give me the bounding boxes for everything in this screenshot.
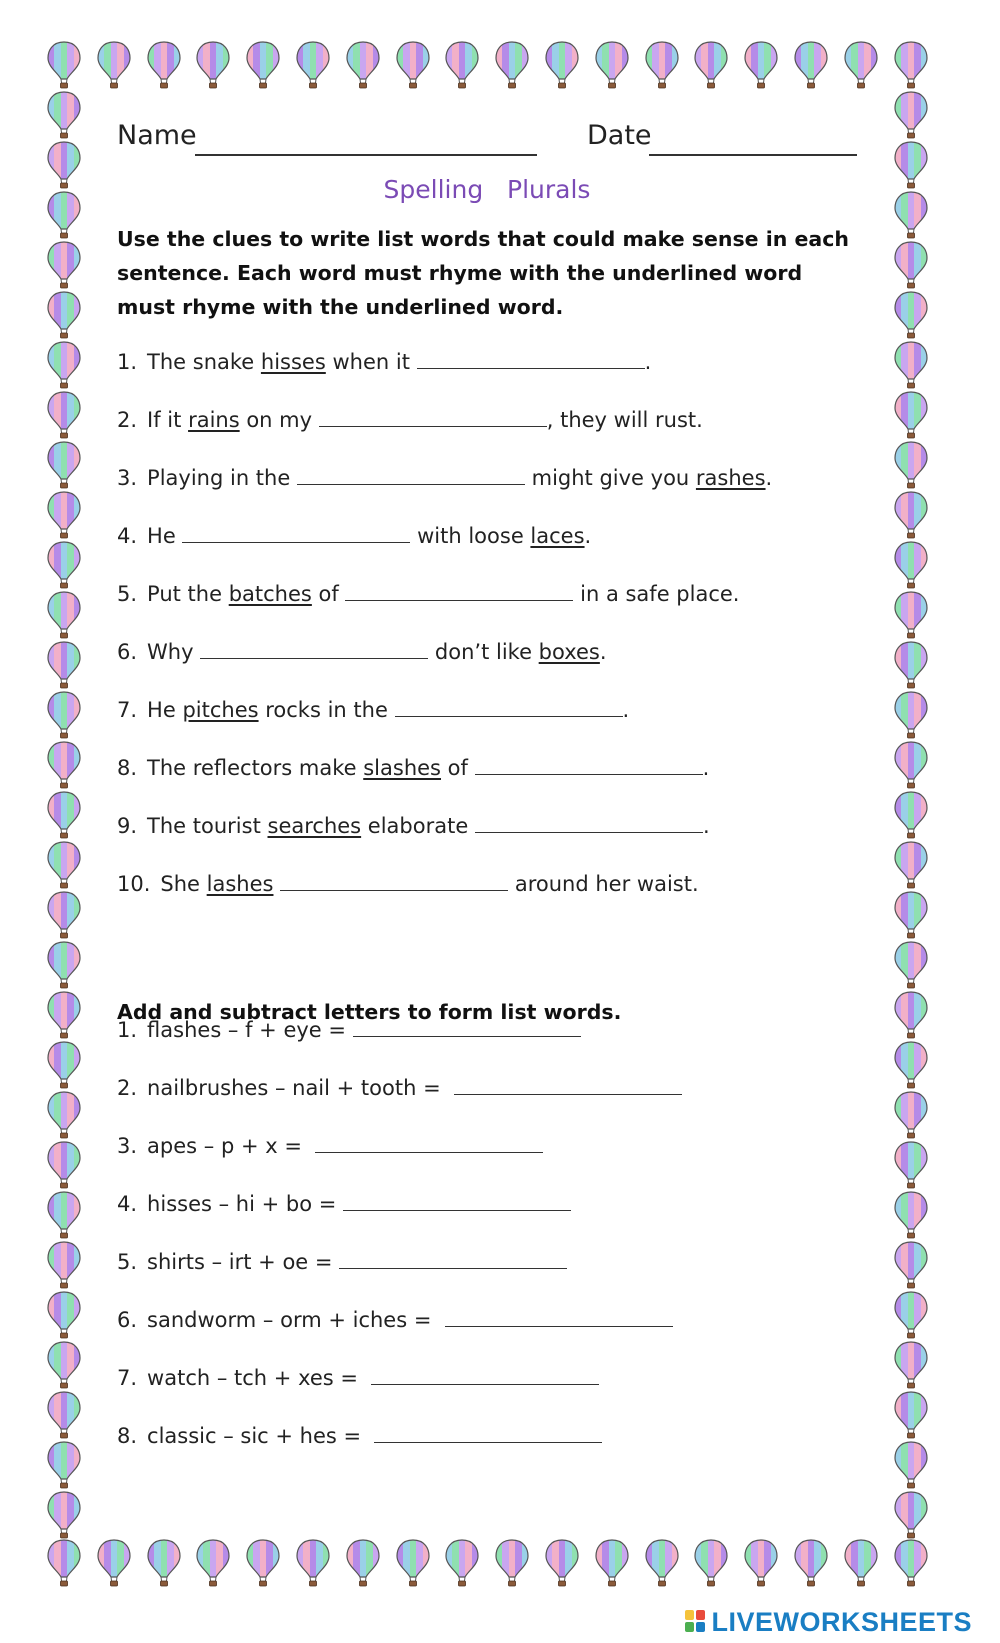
question-text: in a safe place. [573,582,740,606]
hot-air-balloon-icon [494,1538,530,1588]
question-number: 4. [117,524,138,548]
letter-puzzle-7 [117,1364,599,1390]
section2-heading: Add and subtract letters to form list words. [117,1000,622,1024]
hot-air-balloon-icon [295,40,331,90]
hot-air-balloon-icon [494,40,530,90]
rhyme-word: slashes [363,756,441,780]
rhyme-word: pitches [182,698,259,722]
question-number: 5. [117,582,138,606]
question-3 [117,464,772,490]
hot-air-balloon-icon [893,240,929,290]
question-number: 2. [117,408,138,432]
hot-air-balloon-icon [46,1190,82,1240]
question-text: The tourist [147,814,268,838]
liveworksheets-logo [685,1607,972,1637]
question-number: 3. [117,466,138,490]
hot-air-balloon-icon [544,1538,580,1588]
question-text: on my [239,408,319,432]
question-5 [117,580,739,606]
question-number: 1. [117,350,138,374]
question-number: 7. [117,1366,138,1390]
hot-air-balloon-icon [544,40,580,90]
rhyme-word: boxes [538,640,600,664]
header-row [117,120,857,160]
question-2 [117,406,703,432]
hot-air-balloon-icon [893,740,929,790]
hot-air-balloon-icon [395,1538,431,1588]
hot-air-balloon-icon [444,1538,480,1588]
letter-puzzle-4 [117,1190,571,1216]
question-text [273,872,280,896]
letter-puzzle-1 [117,1016,581,1042]
question-text: might give you [524,466,696,490]
letter-puzzle-6 [117,1306,673,1332]
question-8 [117,754,709,780]
hot-air-balloon-icon [793,1538,829,1588]
question-text: rocks in the [258,698,395,722]
hot-air-balloon-icon [46,640,82,690]
question-text: elaborate [361,814,475,838]
question-text: He [147,698,183,722]
letter-puzzle-5 [117,1248,567,1274]
question-number: 9. [117,814,138,838]
hot-air-balloon-icon [46,390,82,440]
hot-air-balloon-icon [46,140,82,190]
puzzle-text: watch – tch + xes = [147,1366,372,1390]
date-field[interactable] [649,154,857,156]
hot-air-balloon-icon [46,740,82,790]
hot-air-balloon-icon [893,1140,929,1190]
hot-air-balloon-icon [594,40,630,90]
hot-air-balloon-icon [893,140,929,190]
question-text: , they will rust. [546,408,703,432]
question-text: of [441,756,475,780]
hot-air-balloon-icon [893,440,929,490]
question-text: . [765,466,773,490]
hot-air-balloon-icon [893,1290,929,1340]
hot-air-balloon-icon [893,990,929,1040]
hot-air-balloon-icon [46,1090,82,1140]
hot-air-balloon-icon [893,840,929,890]
hot-air-balloon-icon [743,40,779,90]
hot-air-balloon-icon [893,190,929,240]
hot-air-balloon-icon [245,1538,281,1588]
question-text: when it [325,350,417,374]
question-text: He [147,524,183,548]
hot-air-balloon-icon [893,290,929,340]
question-number: 2. [117,1076,138,1100]
hot-air-balloon-icon [893,1240,929,1290]
question-number: 8. [117,1424,138,1448]
answer-blank[interactable] [297,464,525,485]
hot-air-balloon-icon [46,1538,82,1588]
hot-air-balloon-icon [893,1340,929,1390]
puzzle-text: flashes – f + eye = [147,1018,353,1042]
date-label: Date [587,120,652,151]
answer-blank[interactable] [200,638,428,659]
hot-air-balloon-icon [594,1538,630,1588]
hot-air-balloon-icon [893,340,929,390]
page-title: Spelling Plurals [383,175,591,204]
question-6 [117,638,607,664]
hot-air-balloon-icon [96,40,132,90]
rhyme-word: searches [267,814,362,838]
hot-air-balloon-icon [46,340,82,390]
hot-air-balloon-icon [46,540,82,590]
puzzle-text: nailbrushes – nail + tooth = [147,1076,455,1100]
question-text: Why [147,640,201,664]
hot-air-balloon-icon [195,1538,231,1588]
question-7 [117,696,629,722]
rhyme-word: hisses [260,350,326,374]
puzzle-text: hisses – hi + bo = [147,1192,343,1216]
question-9 [117,812,710,838]
hot-air-balloon-icon [46,1340,82,1390]
hot-air-balloon-icon [46,40,82,90]
puzzle-text: sandworm – orm + iches = [147,1308,445,1332]
hot-air-balloon-icon [146,1538,182,1588]
answer-blank[interactable] [319,406,547,427]
question-text: . [702,756,710,780]
hot-air-balloon-icon [146,40,182,90]
hot-air-balloon-icon [46,840,82,890]
hot-air-balloon-icon [96,1538,132,1588]
hot-air-balloon-icon [46,190,82,240]
hot-air-balloon-icon [793,40,829,90]
hot-air-balloon-icon [893,790,929,840]
rhyme-word: lashes [206,872,274,896]
answer-blank[interactable] [445,1306,673,1327]
answer-blank[interactable] [280,870,508,891]
question-text: . [622,698,630,722]
hot-air-balloon-icon [46,890,82,940]
hot-air-balloon-icon [644,1538,680,1588]
answer-blank[interactable] [345,580,573,601]
puzzle-text: classic – sic + hes = [147,1424,375,1448]
puzzle-text: shirts – irt + oe = [147,1250,340,1274]
hot-air-balloon-icon [46,790,82,840]
hot-air-balloon-icon [893,490,929,540]
answer-blank[interactable] [339,1248,567,1269]
hot-air-balloon-icon [893,1538,929,1588]
puzzle-text: apes – p + x = [147,1134,316,1158]
liveworksheets-logo-icon [685,1610,707,1634]
hot-air-balloon-icon [893,1440,929,1490]
hot-air-balloon-icon [843,1538,879,1588]
answer-blank[interactable] [315,1132,543,1153]
hot-air-balloon-icon [395,40,431,90]
hot-air-balloon-icon [893,590,929,640]
hot-air-balloon-icon [893,890,929,940]
hot-air-balloon-icon [46,1040,82,1090]
instructions: Use the clues to write list words that could make sense in each sentence. Each word must rhyme with the underlined word must rhyme with the underlined word. [117,227,849,319]
hot-air-balloon-icon [195,40,231,90]
letter-puzzle-3 [117,1132,543,1158]
answer-blank[interactable] [454,1074,682,1095]
question-text: If it [147,408,189,432]
hot-air-balloon-icon [46,1390,82,1440]
hot-air-balloon-icon [345,40,381,90]
hot-air-balloon-icon [893,940,929,990]
rhyme-word: rains [188,408,240,432]
question-text: around her waist. [508,872,699,896]
rhyme-word: batches [228,582,312,606]
rhyme-word: laces [530,524,585,548]
question-1 [117,348,651,374]
hot-air-balloon-icon [46,990,82,1040]
question-text: of [311,582,346,606]
hot-air-balloon-icon [893,1490,929,1540]
logo-text: LIVEWORKSHEETS [711,1606,972,1637]
question-text: . [584,524,592,548]
hot-air-balloon-icon [843,40,879,90]
letter-puzzle-2 [117,1074,682,1100]
answer-blank[interactable] [475,812,703,833]
question-number: 5. [117,1250,138,1274]
hot-air-balloon-icon [743,1538,779,1588]
hot-air-balloon-icon [245,40,281,90]
hot-air-balloon-icon [345,1538,381,1588]
hot-air-balloon-icon [444,40,480,90]
hot-air-balloon-icon [893,1190,929,1240]
name-field[interactable] [195,154,537,156]
question-number: 6. [117,640,138,664]
question-number: 6. [117,1308,138,1332]
hot-air-balloon-icon [893,40,929,90]
hot-air-balloon-icon [893,640,929,690]
answer-blank[interactable] [475,754,703,775]
question-number: 8. [117,756,138,780]
hot-air-balloon-icon [893,1040,929,1090]
answer-blank[interactable] [182,522,410,543]
hot-air-balloon-icon [46,1490,82,1540]
hot-air-balloon-icon [893,1090,929,1140]
answer-blank[interactable] [395,696,623,717]
answer-blank[interactable] [371,1364,599,1385]
hot-air-balloon-icon [693,1538,729,1588]
question-text: She [160,872,207,896]
question-text: . [644,350,652,374]
hot-air-balloon-icon [46,90,82,140]
answer-blank[interactable] [417,348,645,369]
hot-air-balloon-icon [893,390,929,440]
answer-blank[interactable] [353,1016,581,1037]
question-text: don’t like [428,640,539,664]
hot-air-balloon-icon [893,690,929,740]
question-text: . [702,814,710,838]
hot-air-balloon-icon [893,1390,929,1440]
question-text: Playing in the [147,466,297,490]
hot-air-balloon-icon [693,40,729,90]
hot-air-balloon-icon [46,940,82,990]
question-4 [117,522,591,548]
name-label: Name [117,120,197,151]
hot-air-balloon-icon [46,690,82,740]
question-text: Put the [147,582,229,606]
hot-air-balloon-icon [46,290,82,340]
question-number: 7. [117,698,138,722]
question-text: . [599,640,607,664]
question-number: 4. [117,1192,138,1216]
question-text: The snake [147,350,261,374]
question-number: 1. [117,1018,138,1042]
hot-air-balloon-icon [893,540,929,590]
hot-air-balloon-icon [46,590,82,640]
hot-air-balloon-icon [46,1290,82,1340]
question-number: 3. [117,1134,138,1158]
rhyme-word: rashes [695,466,766,490]
hot-air-balloon-icon [46,1140,82,1190]
hot-air-balloon-icon [46,1440,82,1490]
question-text: The reflectors make [147,756,364,780]
answer-blank[interactable] [343,1190,571,1211]
hot-air-balloon-icon [644,40,680,90]
hot-air-balloon-icon [893,90,929,140]
hot-air-balloon-icon [46,1240,82,1290]
question-number: 10. [117,872,151,896]
hot-air-balloon-icon [295,1538,331,1588]
question-text: with loose [410,524,531,548]
hot-air-balloon-icon [46,440,82,490]
hot-air-balloon-icon [46,490,82,540]
hot-air-balloon-icon [46,240,82,290]
question-10 [117,870,699,896]
letter-puzzle-8 [117,1422,602,1448]
answer-blank[interactable] [374,1422,602,1443]
